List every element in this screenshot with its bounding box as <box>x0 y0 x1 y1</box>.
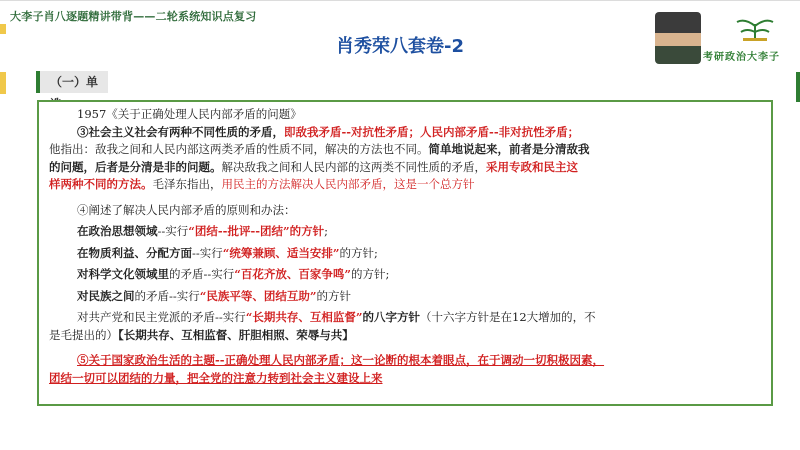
text-span: 的方针; <box>351 267 390 281</box>
text-span: 在物质利益、分配方面 <box>77 245 192 260</box>
text-span: 他指出：敌我之间和人民内部这两类矛盾的性质不同，解决的方法也不同。 <box>49 142 429 156</box>
emphasis-span: 用民主的方法解决人民内部矛盾，这是一个总方针 <box>221 177 475 191</box>
text-line <box>49 327 761 345</box>
text-line <box>49 141 761 159</box>
text-line <box>49 159 761 177</box>
text-span: 的问题，后者是分清是非的问题。 <box>49 159 222 174</box>
text-span: 的矛盾--实行 <box>134 288 200 303</box>
avatar <box>655 12 701 64</box>
brand-logo <box>655 8 800 68</box>
leaf-logo-icon <box>725 14 785 42</box>
emphasis-span: 采用专政和民主这 <box>486 159 578 174</box>
text-span: ③社会主义社会有两种不同性质的矛盾， <box>77 124 284 139</box>
text-span: --实行 <box>192 245 223 260</box>
page-title: 肖秀荣八套卷-2 <box>336 36 464 57</box>
emphasis-span: 样两种不同的方法。 <box>49 177 153 191</box>
emphasis-span: “团结--批评--团结”的方针 <box>188 224 325 238</box>
emphasis-span: “统筹兼顾、适当安排” <box>222 245 340 260</box>
text-span: 的八字方针 <box>362 310 421 324</box>
text-line <box>49 266 761 284</box>
text-span: 的方针 <box>316 288 352 303</box>
text-span: 解决敌我之间和人民内部的这两类不同性质的矛盾， <box>221 159 486 174</box>
text-span: 是毛提出的） <box>49 327 118 342</box>
text-line: ④阐述了解决人民内部矛盾的原则和办法： <box>77 202 296 217</box>
left-accent <box>0 72 6 94</box>
text-line <box>49 309 761 327</box>
text-span: ; <box>324 224 328 238</box>
emphasis-span: “长期共存、互相监督” <box>245 310 363 324</box>
emphasis-span: “百花齐放、百家争鸣” <box>234 267 352 281</box>
logo-text: 考研政治大李子 <box>703 52 780 63</box>
footer-area <box>0 420 800 450</box>
header-accent-bar <box>0 24 6 34</box>
text-span: 【长期共存、互相监督、肝胆相照、荣辱与共】 <box>118 327 354 342</box>
emphasis-span: 即敌我矛盾--对抗性矛盾；人民内部矛盾--非对抗性矛盾； <box>284 124 580 139</box>
text-span: 对民族之间 <box>77 288 135 303</box>
text-line <box>49 223 761 241</box>
source-line: 1957《关于正确处理人民内部矛盾的问题》 <box>77 107 302 121</box>
text-span: 的方针; <box>339 245 378 260</box>
text-span: 毛泽东指出， <box>152 177 222 191</box>
conclusion-line: ⑤关于国家政治生活的主题--正确处理人民内部矛盾；这一论断的根本着眼点，在于调动一切积极因素， <box>77 353 605 367</box>
text-span: 简单地说起来，前者是分清敌我 <box>428 142 590 156</box>
text-span: --实行 <box>157 224 189 238</box>
conclusion-line: 团结一切可以团结的力量，把全党的注意力转到社会主义建设上来 <box>49 370 383 385</box>
text-line <box>49 176 761 194</box>
text-span: 的矛盾--实行 <box>169 267 235 281</box>
text-line <box>49 245 761 263</box>
text-span: 对科学文化领域里 <box>77 267 169 281</box>
section-label: （一）单 <box>36 71 108 93</box>
top-divider <box>0 0 800 1</box>
text-line <box>49 288 761 306</box>
text-line <box>49 124 761 142</box>
course-title: 大李子肖八逐题精讲带背——二轮系统知识点复习 <box>10 10 257 23</box>
content-card <box>37 100 773 406</box>
right-accent <box>796 72 800 102</box>
emphasis-span: “民族平等、团结互助” <box>199 288 317 303</box>
text-span: 对共产党和民主党派的矛盾--实行 <box>77 310 246 324</box>
text-span: （十六字方针是在12大增加的，不 <box>420 310 596 324</box>
text-span: 在政治思想领域 <box>77 224 158 238</box>
